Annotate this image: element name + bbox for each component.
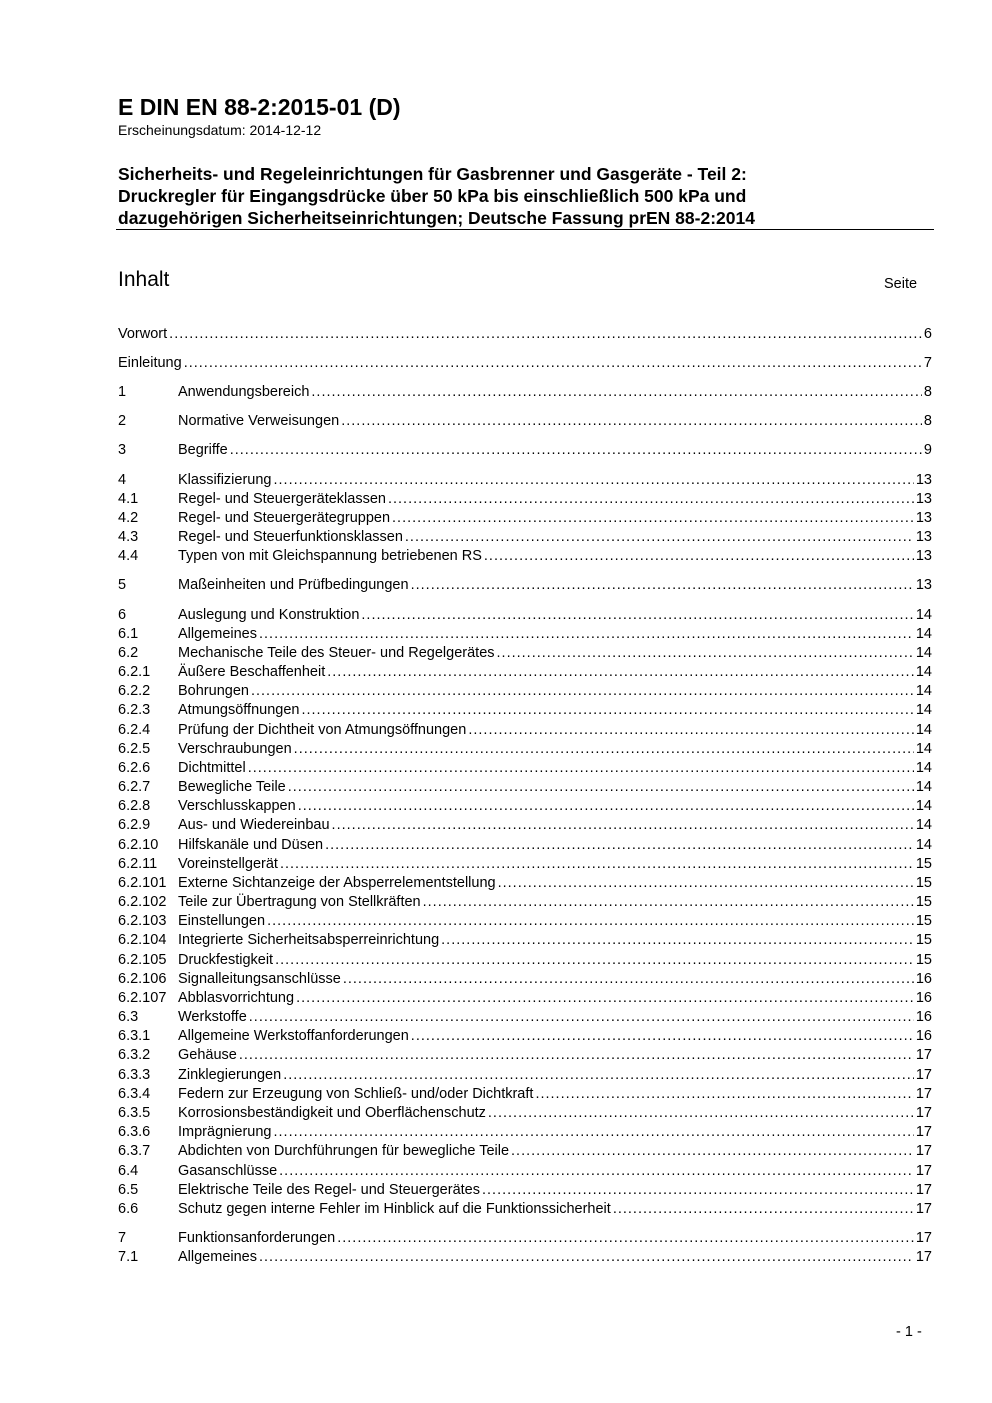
toc-entry-number: 6.2.3 xyxy=(118,702,151,718)
toc-entry-page: 14 xyxy=(915,702,932,718)
toc-entry[interactable] xyxy=(118,1008,932,1027)
toc-entry-number: 6.2.10 xyxy=(118,837,159,853)
toc-entry-number: 6.2 xyxy=(118,645,139,661)
toc-entry-title: Regel- und Steuerfunktionsklassen xyxy=(178,529,403,545)
title-line: Druckregler für Eingangsdrücke über 50 kPa bis einschließlich 500 kPa und xyxy=(118,186,747,206)
toc-dot-leader xyxy=(325,836,914,855)
toc-entry-page: 14 xyxy=(915,645,932,661)
toc-entry-page: 6 xyxy=(923,326,932,342)
toc-entry[interactable] xyxy=(118,912,932,931)
toc-dot-leader xyxy=(361,606,913,625)
toc-dot-leader xyxy=(311,383,922,402)
toc-entry[interactable] xyxy=(118,970,932,989)
toc-entry[interactable] xyxy=(118,816,932,835)
toc-dot-leader xyxy=(482,1181,914,1200)
toc-entry-number: 7.1 xyxy=(118,1249,139,1265)
toc-dot-leader xyxy=(248,759,914,778)
toc-entry-number: 6.2.4 xyxy=(118,722,151,738)
toc-entry-title: Allgemeines xyxy=(178,1249,257,1265)
toc-entry-number: 4 xyxy=(118,472,127,488)
toc-entry-number: 6 xyxy=(118,607,127,623)
toc-entry-number: 6.2.11 xyxy=(118,856,158,872)
toc-dot-leader xyxy=(279,1162,914,1181)
toc-dot-leader xyxy=(411,576,914,595)
toc-entry[interactable] xyxy=(118,778,932,797)
toc-dot-leader xyxy=(341,412,922,431)
toc-dot-leader xyxy=(274,1123,914,1142)
toc-dot-leader xyxy=(275,951,914,970)
toc-entry-title: Zinklegierungen xyxy=(178,1067,282,1083)
toc-dot-leader xyxy=(301,701,913,720)
toc-entry[interactable] xyxy=(118,1229,932,1248)
toc-entry-title: Regel- und Steuergerätegruppen xyxy=(178,510,391,526)
toc-entry[interactable] xyxy=(118,951,932,970)
toc-entry-title: Druckfestigkeit xyxy=(178,952,274,968)
toc-entry-number: 6.2.102 xyxy=(118,894,167,910)
toc-entry[interactable] xyxy=(118,759,932,778)
toc-entry-number: 6.2.104 xyxy=(118,932,167,948)
toc-entry[interactable] xyxy=(118,383,932,402)
toc-entry-number: 6.6 xyxy=(118,1201,139,1217)
toc-entry-number: 6.3.5 xyxy=(118,1105,151,1121)
toc-entry-page: 14 xyxy=(915,779,932,795)
toc-entry-number: 6.2.8 xyxy=(118,798,151,814)
toc-entry-title: Schutz gegen interne Fehler im Hinblick auf die Funktionssicherheit xyxy=(178,1201,611,1217)
toc-entry-title: Begriffe xyxy=(178,442,228,458)
title-line: Sicherheits- und Regeleinrichtungen für Gasbrenner und Gasgeräte - Teil 2: xyxy=(118,164,747,184)
toc-dot-leader xyxy=(169,325,922,344)
toc-entry-number: 6.3.7 xyxy=(118,1143,151,1159)
toc-entry-page: 7 xyxy=(923,355,932,371)
toc-dot-leader xyxy=(343,970,914,989)
toc-dot-leader xyxy=(184,354,922,373)
toc-entry[interactable] xyxy=(118,797,932,816)
toc-dot-leader xyxy=(411,1027,914,1046)
toc-dot-leader xyxy=(283,1066,914,1085)
toc-entry-number: 6.2.106 xyxy=(118,971,167,987)
toc-entry[interactable] xyxy=(118,893,932,912)
toc-dot-leader xyxy=(405,528,914,547)
toc-entry[interactable] xyxy=(118,1181,932,1200)
toc-entry-title: Allgemeines xyxy=(178,626,257,642)
toc-entry[interactable] xyxy=(118,874,932,893)
toc-entry[interactable] xyxy=(118,528,932,547)
toc-entry-page: 14 xyxy=(915,837,932,853)
toc-entry-title: Einstellungen xyxy=(178,913,266,929)
toc-entry-title: Prüfung der Dichtheit von Atmungsöffnungen xyxy=(178,722,467,738)
toc-dot-leader xyxy=(441,931,914,950)
toc-entry-title: Korrosionsbeständigkeit und Oberflächenschutz xyxy=(178,1105,486,1121)
toc-entry[interactable] xyxy=(118,855,932,874)
toc-entry[interactable] xyxy=(118,325,932,344)
toc-entry-title: Elektrische Teile des Regel- und Steuergerätes xyxy=(178,1182,480,1198)
toc-entry-number: 6.5 xyxy=(118,1182,139,1198)
toc-dot-leader xyxy=(468,721,914,740)
toc-entry-page: 8 xyxy=(923,384,932,400)
toc-entry-title: Verschlusskappen xyxy=(178,798,296,814)
toc-entry[interactable] xyxy=(118,441,932,460)
toc-entry[interactable] xyxy=(118,663,932,682)
toc-entry-title: Funktionsanforderungen xyxy=(178,1230,336,1246)
publication-date: Erscheinungsdatum: 2014-12-12 xyxy=(118,122,322,138)
toc-entry-page: 15 xyxy=(915,875,932,891)
toc-dot-leader xyxy=(498,874,914,893)
toc-dot-leader xyxy=(259,625,914,644)
toc-entry-page: 13 xyxy=(915,491,932,507)
toc-dot-leader xyxy=(259,1248,914,1267)
toc-dot-leader xyxy=(332,816,914,835)
toc-entry-page: 14 xyxy=(915,626,932,642)
toc-dot-leader xyxy=(497,644,914,663)
toc-dot-leader xyxy=(535,1085,913,1104)
toc-entry-title: Äußere Beschaffenheit xyxy=(178,664,326,680)
toc-entry-title: Auslegung und Konstruktion xyxy=(178,607,360,623)
toc-entry[interactable] xyxy=(118,836,932,855)
toc-entry-page: 14 xyxy=(915,664,932,680)
toc-entry-page: 17 xyxy=(915,1163,932,1179)
toc-entry-page: 9 xyxy=(923,442,932,458)
toc-entry-page: 14 xyxy=(915,683,932,699)
toc-entry[interactable] xyxy=(118,412,932,431)
toc-dot-leader xyxy=(288,778,914,797)
toc-entry-title: Aus- und Wiedereinbau xyxy=(178,817,330,833)
toc-heading: Inhalt xyxy=(118,268,170,291)
toc-entry-title: Dichtmittel xyxy=(178,760,246,776)
toc-dot-leader xyxy=(423,893,914,912)
toc-dot-leader xyxy=(280,855,914,874)
toc-entry-page: 14 xyxy=(915,607,932,623)
toc-entry-title: Federn zur Erzeugung von Schließ- und/oder Dichtkraft xyxy=(178,1086,534,1102)
toc-entry-number: 4.1 xyxy=(118,491,139,507)
toc-entry[interactable] xyxy=(118,1162,932,1181)
title-rule xyxy=(116,229,934,230)
toc-entry-title: Mechanische Teile des Steuer- und Regelgerätes xyxy=(178,645,495,661)
toc-entry-number: 7 xyxy=(118,1230,127,1246)
toc-entry-number: 6.2.105 xyxy=(118,952,167,968)
toc-entry-page: 17 xyxy=(915,1143,932,1159)
toc-entry[interactable] xyxy=(118,701,932,720)
toc-entry-number: 5 xyxy=(118,577,127,593)
document-id: E DIN EN 88-2:2015-01 (D) xyxy=(118,94,401,120)
toc-entry-number: 6.2.9 xyxy=(118,817,151,833)
toc-dot-leader xyxy=(488,1104,914,1123)
toc-entry[interactable] xyxy=(118,1104,932,1123)
toc-entry[interactable] xyxy=(118,1046,932,1065)
toc-entry-page: 17 xyxy=(915,1047,932,1063)
toc-entry-page: 15 xyxy=(915,913,932,929)
toc-entry-page: 14 xyxy=(915,741,932,757)
toc-entry-page: 15 xyxy=(915,952,932,968)
toc-dot-leader xyxy=(230,441,922,460)
toc-entry-page: 13 xyxy=(915,529,932,545)
toc-entry-title: Atmungsöffnungen xyxy=(178,702,300,718)
toc-entry-number: 4.3 xyxy=(118,529,139,545)
document-title xyxy=(118,163,934,229)
toc-entry-title: Abblasvorrichtung xyxy=(178,990,295,1006)
toc-entry-title: Externe Sichtanzeige der Absperrelementstellung xyxy=(178,875,496,891)
toc-entry-title: Bewegliche Teile xyxy=(178,779,286,795)
toc-dot-leader xyxy=(274,471,914,490)
toc-entry-number: 4.4 xyxy=(118,548,139,564)
toc-entry[interactable] xyxy=(118,682,932,701)
toc-entry[interactable] xyxy=(118,1066,932,1085)
toc-entry-title: Teile zur Übertragung von Stellkräften xyxy=(178,894,421,910)
toc-entry-title: Einleitung xyxy=(118,355,182,371)
toc-entry-page: 14 xyxy=(915,817,932,833)
toc-entry-page: 15 xyxy=(915,894,932,910)
toc-entry-page: 13 xyxy=(915,548,932,564)
toc-entry-page: 17 xyxy=(915,1105,932,1121)
toc-entry-page: 13 xyxy=(915,510,932,526)
toc-entry-number: 6.3.3 xyxy=(118,1067,151,1083)
toc-entry-number: 6.3 xyxy=(118,1009,139,1025)
toc-entry[interactable] xyxy=(118,625,932,644)
title-line: dazugehörigen Sicherheitseinrichtungen; Deutsche Fassung prEN 88-2:2014 xyxy=(118,208,755,228)
toc-entry[interactable] xyxy=(118,989,932,1008)
toc-entry[interactable] xyxy=(118,721,932,740)
toc-entry[interactable] xyxy=(118,576,932,595)
toc-entry-page: 17 xyxy=(915,1086,932,1102)
toc-entry-page: 17 xyxy=(915,1124,932,1140)
toc-entry-title: Abdichten von Durchführungen für bewegliche Teile xyxy=(178,1143,510,1159)
toc-entry-page: 16 xyxy=(915,971,932,987)
toc-entry-title: Typen von mit Gleichspannung betriebenen RS xyxy=(178,548,482,564)
toc-entry-number: 6.3.1 xyxy=(118,1028,151,1044)
toc-entry-number: 6.2.103 xyxy=(118,913,167,929)
toc-entry-title: Signalleitungsanschlüsse xyxy=(178,971,341,987)
toc-entry-number: 6.2.101 xyxy=(118,875,167,891)
toc-dot-leader xyxy=(267,912,914,931)
toc-entry-number: 6.2.107 xyxy=(118,990,167,1006)
toc-entry[interactable] xyxy=(118,1248,932,1267)
toc-entry-page: 16 xyxy=(915,1028,932,1044)
toc-entry-number: 6.2.5 xyxy=(118,741,151,757)
toc-entry-number: 6.2.6 xyxy=(118,760,151,776)
toc-entry-title: Regel- und Steuergeräteklassen xyxy=(178,491,386,507)
toc-entry-page: 16 xyxy=(915,990,932,1006)
toc-entry-number: 1 xyxy=(118,384,127,400)
toc-entry-title: Bohrungen xyxy=(178,683,249,699)
toc-entry-title: Gasanschlüsse xyxy=(178,1163,278,1179)
toc-entry-page: 17 xyxy=(915,1182,932,1198)
toc-entry-number: 4.2 xyxy=(118,510,139,526)
toc-entry[interactable] xyxy=(118,1142,932,1161)
toc-entry[interactable] xyxy=(118,740,932,759)
toc-entry-number: 3 xyxy=(118,442,127,458)
toc-entry[interactable] xyxy=(118,490,932,509)
toc-entry-page: 17 xyxy=(915,1201,932,1217)
toc-entry[interactable] xyxy=(118,606,932,625)
toc-entry-page: 8 xyxy=(923,413,932,429)
toc-dot-leader xyxy=(613,1200,914,1219)
toc-entry-title: Verschraubungen xyxy=(178,741,292,757)
toc-entry-page: 17 xyxy=(915,1249,932,1265)
toc-entry-title: Integrierte Sicherheitsabsperreinrichtung xyxy=(178,932,440,948)
toc-entry-number: 6.2.2 xyxy=(118,683,151,699)
page-column-label: Seite xyxy=(884,276,918,292)
toc-entry-title: Allgemeine Werkstoffanforderungen xyxy=(178,1028,409,1044)
toc-entry-title: Imprägnierung xyxy=(178,1124,272,1140)
toc-entry[interactable] xyxy=(118,1027,932,1046)
toc-entry-title: Gehäuse xyxy=(178,1047,237,1063)
toc-entry-number: 2 xyxy=(118,413,127,429)
toc-entry[interactable] xyxy=(118,471,932,490)
toc-entry-number: 6.2.7 xyxy=(118,779,151,795)
toc-entry-page: 14 xyxy=(915,722,932,738)
toc-dot-leader xyxy=(239,1046,914,1065)
toc-dot-leader xyxy=(484,547,914,566)
toc-dot-leader xyxy=(298,797,914,816)
toc-entry-page: 14 xyxy=(915,760,932,776)
toc-entry-page: 15 xyxy=(915,932,932,948)
toc-entry-number: 6.4 xyxy=(118,1163,139,1179)
toc-dot-leader xyxy=(294,740,914,759)
toc-dot-leader xyxy=(337,1229,914,1248)
toc-entry-number: 6.3.6 xyxy=(118,1124,151,1140)
toc-entry[interactable] xyxy=(118,1200,932,1219)
toc-entry-title: Klassifizierung xyxy=(178,472,272,488)
toc-dot-leader xyxy=(388,490,914,509)
toc-entry-page: 17 xyxy=(915,1230,932,1246)
toc-entry-page: 13 xyxy=(915,577,932,593)
toc-entry[interactable] xyxy=(118,931,932,950)
toc-entry-number: 6.3.2 xyxy=(118,1047,151,1063)
toc-entry-title: Vorwort xyxy=(118,326,168,342)
toc-dot-leader xyxy=(251,682,914,701)
toc-entry-number: 6.1 xyxy=(118,626,139,642)
toc-entry-number: 6.3.4 xyxy=(118,1086,151,1102)
toc-entry[interactable] xyxy=(118,1085,932,1104)
toc-dot-leader xyxy=(327,663,914,682)
footer-page-number: - 1 - xyxy=(896,1324,922,1340)
toc-entry-page: 15 xyxy=(915,856,932,872)
toc-entry-number: 6.2.1 xyxy=(118,664,151,680)
toc-entry-title: Werkstoffe xyxy=(178,1009,247,1025)
toc-entry-title: Maßeinheiten und Prüfbedingungen xyxy=(178,577,409,593)
toc-dot-leader xyxy=(392,509,914,528)
toc-entry-page: 14 xyxy=(915,798,932,814)
toc-dot-leader xyxy=(511,1142,914,1161)
toc-entry[interactable] xyxy=(118,354,932,373)
toc-entry-page: 13 xyxy=(915,472,932,488)
toc-entry[interactable] xyxy=(118,644,932,663)
toc-dot-leader xyxy=(296,989,914,1008)
toc-entry-page: 17 xyxy=(915,1067,932,1083)
toc-entry[interactable] xyxy=(118,1123,932,1142)
toc-entry[interactable] xyxy=(118,547,932,566)
toc-entry-title: Anwendungsbereich xyxy=(178,384,310,400)
toc-entry-title: Normative Verweisungen xyxy=(178,413,340,429)
toc-entry-title: Voreinstellgerät xyxy=(178,856,278,872)
toc-entry[interactable] xyxy=(118,509,932,528)
toc-entry-title: Hilfskanäle und Düsen xyxy=(178,837,324,853)
toc-entry-page: 16 xyxy=(915,1009,932,1025)
toc-dot-leader xyxy=(249,1008,914,1027)
